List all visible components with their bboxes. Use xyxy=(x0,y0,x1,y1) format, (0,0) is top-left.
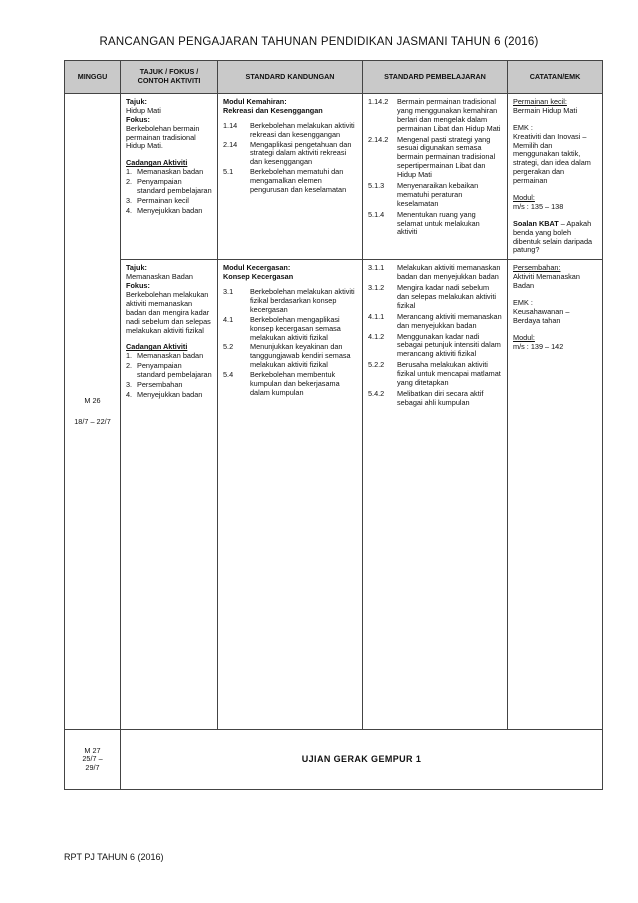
item-text: Melakukan aktiviti memanaskan badan dan menyejukkan badan xyxy=(397,263,501,282)
item-text: Menyejukkan badan xyxy=(137,389,203,399)
tajuk-label: Tajuk: xyxy=(126,97,147,106)
item-number: 3. xyxy=(126,195,133,205)
aktiviti-list xyxy=(126,352,212,399)
item-number: 4.1.1 xyxy=(368,311,385,321)
item-text: Permainan kecil xyxy=(137,195,189,205)
item-text: Menunjukkan keyakinan dan tanggungjawab kendiri semasa melakukan aktiviti fizikal xyxy=(250,342,351,370)
table-row xyxy=(65,730,603,790)
list-item xyxy=(223,141,357,168)
list-item xyxy=(368,313,502,331)
item-text: Menentukan ruang yang selamat untuk melakukan aktiviti xyxy=(397,209,480,237)
col-header-tajuk: TAJUK / FOKUS / CONTOH AKTIVITI xyxy=(121,61,218,94)
tajuk-label: Tajuk: xyxy=(126,263,147,273)
modul-label: Modul: xyxy=(513,332,535,342)
list-item xyxy=(126,352,212,361)
item-text: Penyampaian standard pembelajaran xyxy=(137,177,212,196)
tajuk-cell xyxy=(121,260,218,730)
item-text: Berusaha melakukan aktiviti fizikal untuk mencapai matlamat yang ditetapkan xyxy=(397,360,501,388)
standard-kandungan-cell xyxy=(218,94,363,260)
item-number: 3. xyxy=(126,380,133,390)
col-header-standard-kandungan: STANDARD KANDUNGAN xyxy=(218,61,363,94)
item-number: 1.14.2 xyxy=(368,97,389,106)
table-header-row xyxy=(65,61,603,94)
lesson-plan-table xyxy=(64,60,603,790)
list-item xyxy=(126,362,212,380)
kbat-label: Soalan KBAT xyxy=(513,218,559,228)
item-number: 4. xyxy=(126,389,133,399)
fokus-label: Fokus: xyxy=(126,114,150,124)
item-number: 1. xyxy=(126,351,133,361)
list-item xyxy=(368,182,502,209)
item-number: 5.2.2 xyxy=(368,360,385,370)
item-text: Merancang aktiviti memanaskan dan menyejukkan badan xyxy=(397,311,502,330)
item-number: 3.1.2 xyxy=(368,283,385,293)
aktiviti-label: Cadangan Aktiviti xyxy=(126,342,188,352)
item-text: Berkebolehan melakukan aktiviti rekreasi dan kesenggangan xyxy=(250,120,355,139)
week-dates: 25/7 – 29/7 xyxy=(82,754,103,773)
emk-label: EMK : xyxy=(513,122,533,132)
week-number: M 26 xyxy=(84,395,101,405)
list-item xyxy=(368,136,502,180)
standard-pembelajaran-cell xyxy=(363,94,508,260)
list-item xyxy=(368,98,502,134)
list-item xyxy=(126,391,212,400)
week-number: M 27 xyxy=(84,745,101,755)
sk-title: Modul Kemahiran: xyxy=(223,97,287,106)
sp-list xyxy=(368,264,502,407)
item-text: Berkebolehan mengaplikasi konsep kecergasan semasa melakukan aktiviti fizikal xyxy=(250,314,341,342)
list-item xyxy=(368,390,502,408)
item-number: 5.1.3 xyxy=(368,181,385,191)
list-item xyxy=(223,288,357,315)
item-text: Berkebolehan membentuk kumpulan dan bekerjasama dalam kumpulan xyxy=(250,370,340,397)
list-item xyxy=(368,333,502,360)
list-item xyxy=(126,381,212,390)
sk-title: Modul Kecergasan: xyxy=(223,263,291,273)
item-text: Menyenaraikan kebaikan mematuhi peraturan keselamatan xyxy=(397,181,479,208)
col-header-catatan: CATATAN/EMK xyxy=(508,61,603,94)
col-header-minggu: MINGGU xyxy=(65,61,121,94)
sp-list xyxy=(368,98,502,237)
item-text: Bermain permainan tradisional yang menggunakan kemahiran berlari dan mengelak dalam permainan Libat dan Hidup Mati xyxy=(397,97,501,133)
list-item xyxy=(126,178,212,196)
item-text: Berkebolehan melakukan aktiviti fizikal berdasarkan konsep kecergasan xyxy=(250,287,355,314)
tajuk-value: Memanaskan Badan xyxy=(126,272,193,282)
item-number: 5.1.4 xyxy=(368,209,385,219)
item-number: 4.1 xyxy=(223,314,234,324)
sk-list xyxy=(223,288,357,398)
table-row xyxy=(65,260,603,730)
emk-label: EMK : xyxy=(513,298,533,308)
tajuk-cell xyxy=(121,94,218,260)
item-text: Melibatkan diri secara aktif sebagai ahli kumpulan xyxy=(397,388,484,407)
item-text: Memanaskan badan xyxy=(137,351,204,361)
catatan-cell xyxy=(508,94,603,260)
modul-label: Modul: xyxy=(513,193,535,203)
modul-pages: m/s : 135 – 138 xyxy=(513,201,564,211)
week-cell xyxy=(65,730,121,790)
item-text: Persembahan xyxy=(137,380,183,390)
item-number: 2.14 xyxy=(223,139,238,149)
fokus-value: Berkebolehan melakukan aktiviti memanaskan badan dan mengira kadar nadi sebelum dan selepas melakukan aktiviti fizikal xyxy=(126,290,211,335)
sk-subtitle: Konsep Kecergasan xyxy=(223,272,294,282)
item-text: Berkebolehan mematuhi dan mengamalkan elemen pengurusan dan keselamatan xyxy=(250,167,347,195)
item-text: Mengira kadar nadi sebelum dan selepas melakukan aktiviti fizikal xyxy=(397,283,496,310)
item-number: 4. xyxy=(126,205,133,215)
item-number: 5.1 xyxy=(223,167,234,177)
item-text: Mengaplikasi pengetahuan dan strategi dalam aktiviti rekreasi dan kesenggangan xyxy=(250,139,352,167)
item-number: 2. xyxy=(126,177,133,187)
item-text: Memanaskan badan xyxy=(137,167,204,177)
list-item xyxy=(126,207,212,216)
emk-text: Keusahawanan – Berdaya tahan xyxy=(513,306,570,325)
item-number: 4.1.2 xyxy=(368,331,385,341)
list-item xyxy=(223,343,357,370)
col-header-standard-pembelajaran: STANDARD PEMBELAJARAN xyxy=(363,61,508,94)
item-number: 2.14.2 xyxy=(368,134,389,144)
page-footer: RPT PJ TAHUN 6 (2016) xyxy=(64,852,164,862)
modul-pages: m/s : 139 – 142 xyxy=(513,341,564,351)
list-item xyxy=(126,197,212,206)
list-item xyxy=(223,371,357,398)
item-text: Menyejukkan badan xyxy=(137,205,203,215)
list-item xyxy=(368,284,502,311)
list-item xyxy=(223,168,357,195)
catatan-title: Permainan kecil: xyxy=(513,97,567,106)
fokus-label: Fokus: xyxy=(126,281,150,291)
list-item xyxy=(223,122,357,140)
catatan-title: Persembahan: xyxy=(513,263,561,273)
week-cell xyxy=(65,94,121,730)
tajuk-value: Hidup Mati xyxy=(126,105,161,115)
list-item xyxy=(223,316,357,343)
item-number: 3.1.1 xyxy=(368,263,385,273)
list-item xyxy=(368,211,502,238)
document-title: RANCANGAN PENGAJARAN TAHUNAN PENDIDIKAN JASMANI TAHUN 6 (2016) xyxy=(99,36,539,48)
catatan-title-line2: Aktiviti Memanaskan Badan xyxy=(513,272,580,291)
sk-list xyxy=(223,122,357,195)
kbat-text: – Apakah benda yang boleh dibentuk selain daripada patung? xyxy=(513,218,593,255)
item-number: 5.4 xyxy=(223,370,234,380)
item-number: 5.4.2 xyxy=(368,388,385,398)
table-row xyxy=(65,94,603,260)
item-number: 2. xyxy=(126,361,133,371)
item-text: Mengenal pasti strategi yang sesuai digunakan semasa bermain permainan tradisional sepertipermainan Libat dan Hidup Mati xyxy=(397,134,496,180)
list-item xyxy=(368,361,502,388)
fokus-value: Berkebolehan bermain permainan tradisional Hidup Mati. xyxy=(126,123,200,151)
aktiviti-list xyxy=(126,168,212,215)
item-number: 5.2 xyxy=(223,342,234,352)
list-item xyxy=(368,264,502,282)
sk-subtitle: Rekreasi dan Kesenggangan xyxy=(223,105,323,115)
catatan-title-line2: Bermain Hidup Mati xyxy=(513,105,578,115)
item-number: 1.14 xyxy=(223,120,238,130)
list-item xyxy=(126,168,212,177)
standard-kandungan-cell xyxy=(218,260,363,730)
event-cell: UJIAN GERAK GEMPUR 1 xyxy=(121,730,603,790)
week-dates: 18/7 – 22/7 xyxy=(74,416,111,426)
item-number: 3.1 xyxy=(223,287,234,297)
item-text: Menggunakan kadar nadi sebagai petunjuk intensiti dalam merancang aktiviti fizikal xyxy=(397,331,501,359)
item-number: 1. xyxy=(126,167,133,177)
item-text: Penyampaian standard pembelajaran xyxy=(137,361,212,380)
emk-text: Kreativiti dan Inovasi – Memilih dan menggunakan taktik, strategi, dan idea dalam pergerakan dan permainan xyxy=(513,131,591,186)
catatan-cell xyxy=(508,260,603,730)
standard-pembelajaran-cell xyxy=(363,260,508,730)
aktiviti-label: Cadangan Aktiviti xyxy=(126,158,188,168)
